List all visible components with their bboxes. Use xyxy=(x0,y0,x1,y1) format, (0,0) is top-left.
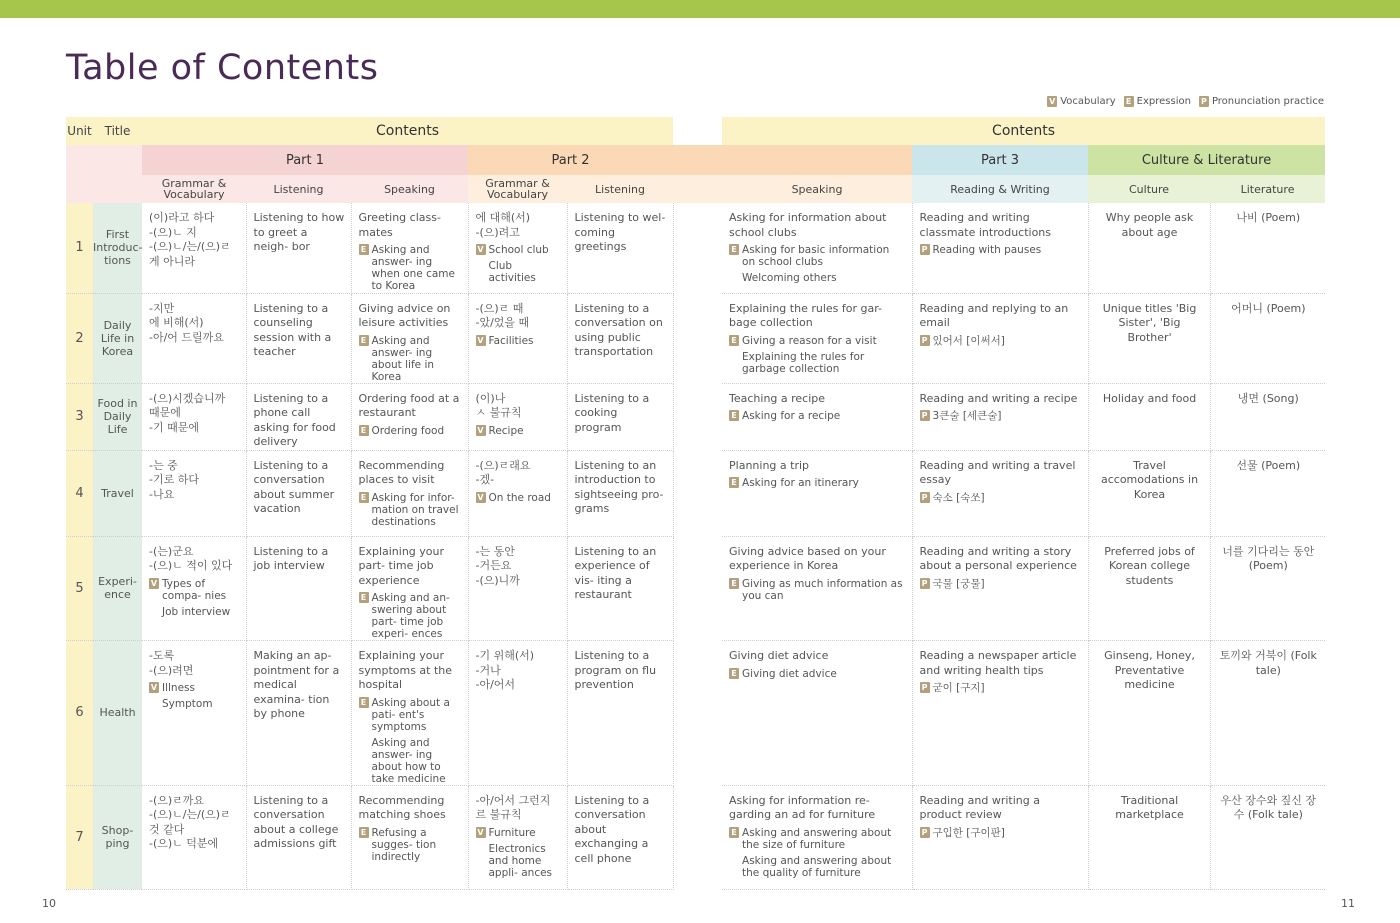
pronunciation-item: 굳이 [구지] xyxy=(932,682,985,694)
p2-grammar-cell xyxy=(468,536,567,641)
p2-listening-cell: Listening to an introduction to sightseeing pro- grams xyxy=(567,450,673,536)
p1-speaking-cell xyxy=(351,383,468,450)
grammar-item: -나요 xyxy=(149,487,175,501)
part2-header: Part 2 xyxy=(468,145,673,175)
p1-listening-cell: Listening to a counseling session with a teacher xyxy=(246,293,351,383)
vocabulary-badge-icon: V xyxy=(1049,97,1056,106)
expression-badge-icon: E xyxy=(729,335,739,346)
p2-grammar-cell xyxy=(468,293,567,383)
unit-title: Health xyxy=(93,641,142,786)
expression-badge-icon: E xyxy=(729,477,739,488)
page-gutter xyxy=(673,450,722,536)
expression-badge-icon: E xyxy=(359,592,369,603)
speaking-main: Explaining your part- time job experience xyxy=(358,544,445,587)
expression-badge-icon: E xyxy=(729,827,739,838)
unit-number: 4 xyxy=(66,450,93,536)
literature-cell: 우산 장수와 짚신 장수 (Folk tale) xyxy=(1210,785,1325,889)
page-number-left: 10 xyxy=(42,897,56,910)
grammar-item: -(으)려면 xyxy=(149,663,194,677)
p2-grammar-cell xyxy=(468,383,567,450)
legend-expression xyxy=(1124,96,1191,107)
expression-badge-icon: E xyxy=(729,410,739,421)
literature-cell: 너를 기다리는 동안 (Poem) xyxy=(1210,536,1325,641)
p1-speaking-cell xyxy=(351,641,468,786)
expression-item: Asking and answer- ing about how to take medicine xyxy=(371,736,446,785)
grammar-item: 에 대해(서) xyxy=(475,211,531,224)
reading-writing-main: Reading and writing classmate introductions xyxy=(919,211,1052,239)
vocabulary-item: Symptom xyxy=(162,698,213,710)
contents-table xyxy=(66,117,1325,890)
expression-item: Giving as much information as you can xyxy=(742,577,903,602)
legend-pronunciation xyxy=(1199,96,1324,107)
culture-header: Culture xyxy=(1088,175,1210,203)
p2-listening-cell: Listening to a cooking program xyxy=(567,383,673,450)
vocabulary-item: Recipe xyxy=(488,424,524,437)
vocabulary-item: Illness xyxy=(162,682,195,694)
page-gutter xyxy=(673,536,722,641)
expression-item: Asking for a recipe xyxy=(742,410,841,422)
p2-speaking-cell xyxy=(722,641,912,786)
literature-cell: 어머니 (Poem) xyxy=(1210,293,1325,383)
culture-cell: Preferred jobs of Korean college students xyxy=(1088,536,1210,641)
expression-badge-icon: E xyxy=(729,668,739,679)
unit-row-7 xyxy=(66,785,1325,889)
expression-item: Asking for basic information on school clubs xyxy=(742,244,890,268)
grammar-item: -도록 xyxy=(149,649,175,662)
expression-item: Ordering food xyxy=(371,424,445,437)
grammar-item: -아/어서 xyxy=(475,678,516,691)
unit-number: 6 xyxy=(66,641,93,786)
expression-badge-icon: E xyxy=(729,244,739,255)
part3-header: Part 3 xyxy=(912,145,1088,175)
unit-row-3 xyxy=(66,383,1325,450)
speaking-main: Recommending matching shoes xyxy=(358,793,446,821)
expression-item: Asking for an itinerary xyxy=(742,477,859,489)
unit-title: Travel xyxy=(93,450,142,536)
p2-listening-cell: Listening to a conversation about exchanging a cell phone xyxy=(567,785,673,889)
grammar-item: 에 비해(서) xyxy=(149,316,204,329)
grammar-item: -거든요 xyxy=(475,559,512,572)
p2-listening-cell: Listening to wel- coming greetings xyxy=(567,203,673,293)
literature-cell: 냉면 (Song) xyxy=(1210,383,1325,450)
p3-reading-writing-cell xyxy=(912,641,1088,786)
page-gutter xyxy=(673,383,722,450)
speaking-main: Giving diet advice xyxy=(729,649,829,662)
vocabulary-badge-icon: V xyxy=(477,245,484,254)
grammar-item: -아/어 드릴까요 xyxy=(149,330,224,344)
grammar-item: -(으)ㄴ 적이 있다 xyxy=(149,559,233,572)
grammar-item: -거나 xyxy=(475,663,501,677)
grammar-item: -(으)ㄴ/는/(으)ㄹ 게 아니라 xyxy=(149,240,231,268)
p1-grammar-cell xyxy=(142,536,246,641)
p1-listening-cell: Listening to a job interview xyxy=(246,536,351,641)
literature-cell: 토끼와 거북이 (Folk tale) xyxy=(1210,641,1325,786)
unit-title: Daily Life in Korea xyxy=(93,293,142,383)
speaking-main: Asking for information about school clubs xyxy=(729,211,887,239)
unit-row-1 xyxy=(66,203,1325,293)
vocabulary-item: Furniture xyxy=(488,826,536,839)
reading-writing-main: Reading and writing a recipe xyxy=(919,391,1078,405)
reading-writing-main: Reading a newspaper article and writing health tips xyxy=(919,649,1077,677)
unit-header: Unit xyxy=(66,117,93,145)
grammar-item: -기로 하다 xyxy=(149,473,199,486)
vocabulary-item: Electronics and home appli- ances xyxy=(488,842,553,879)
pronunciation-badge-icon: P xyxy=(920,244,930,255)
culture-literature-header: Culture & Literature xyxy=(1088,145,1325,175)
pronunciation-badge-icon: P xyxy=(920,335,930,346)
blank-cell xyxy=(66,175,93,203)
p2-speaking-cell xyxy=(722,785,912,889)
culture-cell: Why people ask about age xyxy=(1088,203,1210,293)
grammar-item: -(으)ㄹ까요 xyxy=(149,793,205,807)
speaking-main: Explaining your symptoms at the hospital xyxy=(358,649,453,691)
grammar-item: -(으)ㄴ 지 xyxy=(149,225,197,239)
p1-listening-cell: Listening to a conversation about a college admissions gift xyxy=(246,785,351,889)
expression-item: Welcoming others xyxy=(742,272,837,284)
unit-number: 7 xyxy=(66,785,93,889)
p3-reading-writing-cell xyxy=(912,293,1088,383)
vocabulary-badge-icon: V xyxy=(477,827,484,837)
unit-row-4 xyxy=(66,450,1325,536)
legend-label: Pronunciation practice xyxy=(1211,96,1324,107)
grammar-item: -(으)ㄹ래요 xyxy=(475,458,531,472)
unit-number: 2 xyxy=(66,293,93,383)
expression-item: Asking for infor- mation on travel destinations xyxy=(371,491,459,528)
grammar-item: (이)라고 하다 xyxy=(149,211,215,224)
title-header: Title xyxy=(93,117,142,145)
p1-grammar-cell xyxy=(142,641,246,786)
culture-cell: Unique titles 'Big Sister', 'Big Brother' xyxy=(1088,293,1210,383)
culture-cell: Travel accomodations in Korea xyxy=(1088,450,1210,536)
p3-reading-writing-cell xyxy=(912,450,1088,536)
expression-badge-icon: E xyxy=(729,578,739,589)
contents-header-left: Contents xyxy=(142,117,673,145)
part1-header: Part 1 xyxy=(142,145,468,175)
unit-title: First Introduc- tions xyxy=(93,203,142,293)
vocabulary-item: Types of compa- nies xyxy=(162,577,227,602)
grammar-item: -(으)려고 xyxy=(475,225,520,239)
grammar-item: -(으)니까 xyxy=(475,573,520,587)
p2-speaking-cell xyxy=(722,293,912,383)
expression-item: Asking and answer- ing when one came to Korea xyxy=(371,244,455,292)
grammar-item: -지만 xyxy=(149,301,175,315)
vocabulary-badge-icon: V xyxy=(477,425,484,435)
p1-grammar-cell xyxy=(142,293,246,383)
p1-grammar-header: Grammar & Vocabulary xyxy=(142,175,246,203)
p2-listening-cell: Listening to a conversation on using public transportation xyxy=(567,293,673,383)
page-gutter xyxy=(673,203,722,293)
grammar-item: 때문에 xyxy=(149,406,181,419)
speaking-main: Asking for information re- garding an ad for furniture xyxy=(729,793,876,821)
p2-speaking-cell xyxy=(722,450,912,536)
p2-speaking-cell xyxy=(722,383,912,450)
legend xyxy=(1047,96,1324,107)
vocabulary-badge-icon: V xyxy=(150,578,158,588)
blank-cell xyxy=(66,145,93,175)
pronunciation-badge-icon: P xyxy=(920,682,930,693)
speaking-main: Ordering food at a restaurant xyxy=(358,391,460,419)
grammar-item: -(으)ㄴ/는/(으)ㄹ 것 같다 xyxy=(149,808,231,836)
p1-speaking-header: Speaking xyxy=(351,175,468,203)
unit-title: Experi- ence xyxy=(93,536,142,641)
unit-number: 1 xyxy=(66,203,93,293)
expression-item: Asking and answer- ing about life in Korea xyxy=(371,334,435,383)
reading-writing-main: Reading and writing a story about a personal experience xyxy=(919,544,1077,572)
culture-cell: Holiday and food xyxy=(1088,383,1210,450)
literature-cell: 선물 (Poem) xyxy=(1210,450,1325,536)
part2-header-ext xyxy=(722,145,912,175)
p1-grammar-cell xyxy=(142,383,246,450)
pronunciation-item: 국물 [궁물] xyxy=(932,577,985,590)
pronunciation-badge-icon: P xyxy=(920,492,930,503)
p1-speaking-cell xyxy=(351,536,468,641)
expression-badge-icon: E xyxy=(359,335,369,346)
expression-item: Giving diet advice xyxy=(742,667,837,680)
expression-item: Asking and answering about the quality of furniture xyxy=(742,854,892,879)
p3-reading-writing-cell xyxy=(912,536,1088,641)
p2-speaking-cell xyxy=(722,203,912,293)
p1-speaking-cell xyxy=(351,450,468,536)
unit-title: Shop- ping xyxy=(93,785,142,889)
vocabulary-badge-icon: V xyxy=(477,492,484,502)
p1-listening-header: Listening xyxy=(246,175,351,203)
pronunciation-badge-icon: P xyxy=(920,578,930,589)
grammar-item: ㅅ 불규칙 xyxy=(475,406,522,419)
p3-reading-writing-cell xyxy=(912,203,1088,293)
literature-cell: 나비 (Poem) xyxy=(1210,203,1325,293)
grammar-item: -았/었을 때 xyxy=(475,316,530,329)
p1-listening-cell: Listening to a phone call asking for food delivery xyxy=(246,383,351,450)
speaking-main: Teaching a recipe xyxy=(729,391,826,405)
grammar-item: -아/어서 그런지 xyxy=(475,793,551,807)
legend-label: Expression xyxy=(1136,96,1191,107)
p2-grammar-cell xyxy=(468,203,567,293)
page-title: Table of Contents xyxy=(66,48,379,88)
unit-title: Food in Daily Life xyxy=(93,383,142,450)
pronunciation-item: 숙소 [숙쏘] xyxy=(932,491,985,504)
pronunciation-item: 있어서 [이써서] xyxy=(932,334,1005,347)
p2-grammar-cell xyxy=(468,785,567,889)
header-ext xyxy=(673,175,722,203)
unit-number: 3 xyxy=(66,383,93,450)
p2-listening-header: Listening xyxy=(567,175,673,203)
p2-speaking-header: Speaking xyxy=(722,175,912,203)
p1-listening-cell: Listening to a conversation about summer vacation xyxy=(246,450,351,536)
speaking-main: Giving advice based on your experience in Korea xyxy=(729,544,886,572)
pronunciation-badge-icon: P xyxy=(1199,96,1209,107)
expression-item: Refusing a sugges- tion indirectly xyxy=(371,826,437,863)
p2-listening-cell: Listening to a program on flu prevention xyxy=(567,641,673,786)
grammar-item: -겠- xyxy=(475,473,495,486)
expression-badge-icon: E xyxy=(1124,96,1134,107)
culture-cell: Traditional marketplace xyxy=(1088,785,1210,889)
speaking-main: Recommending places to visit xyxy=(358,458,445,486)
unit-row-5 xyxy=(66,536,1325,641)
expression-badge-icon: E xyxy=(359,827,369,838)
p3-reading-writing-cell xyxy=(912,785,1088,889)
grammar-item: -(으)ㄴ 덕분에 xyxy=(149,837,219,850)
grammar-item: -는 중 xyxy=(149,458,178,472)
p2-grammar-cell xyxy=(468,641,567,786)
p1-listening-cell: Listening to how to greet a neigh- bor xyxy=(246,203,351,293)
pronunciation-item: Reading with pauses xyxy=(932,244,1042,256)
blank-cell xyxy=(93,175,142,203)
pronunciation-badge-icon: P xyxy=(920,827,930,838)
speaking-main: Planning a trip xyxy=(729,458,810,472)
blank-cell xyxy=(93,145,142,175)
unit-row-2 xyxy=(66,293,1325,383)
p1-grammar-cell xyxy=(142,785,246,889)
page-gutter xyxy=(673,785,722,889)
pronunciation-badge-icon: P xyxy=(920,410,930,421)
p2-grammar-header: Grammar & Vocabulary xyxy=(468,175,567,203)
expression-item: Giving a reason for a visit xyxy=(742,334,877,347)
p2-listening-cell: Listening to an experience of vis- iting a restaurant xyxy=(567,536,673,641)
legend-vocabulary xyxy=(1047,96,1115,107)
grammar-item: (이)나 xyxy=(475,391,506,405)
page-gutter xyxy=(673,641,722,786)
top-accent-bar xyxy=(0,0,1400,18)
vocabulary-item: School club xyxy=(488,244,549,256)
unit-number: 5 xyxy=(66,536,93,641)
reading-writing-main: Reading and writing a product review xyxy=(919,793,1040,821)
p2-speaking-cell xyxy=(722,536,912,641)
reading-writing-main: Reading and writing a travel essay xyxy=(919,458,1076,486)
vocabulary-item: Club activities xyxy=(488,260,536,284)
expression-item: Explaining the rules for garbage collection xyxy=(742,350,865,375)
part2-header-ext xyxy=(673,145,722,175)
p2-grammar-cell xyxy=(468,450,567,536)
p3-reading-writing-header: Reading & Writing xyxy=(912,175,1088,203)
vocabulary-item: Facilities xyxy=(488,334,534,347)
p1-speaking-cell xyxy=(351,203,468,293)
pronunciation-item: 구입한 [구이판] xyxy=(932,826,1005,839)
reading-writing-main: Reading and replying to an email xyxy=(919,301,1069,329)
grammar-item: -(는)군요 xyxy=(149,544,194,558)
grammar-item: -기 때문에 xyxy=(149,420,199,434)
p1-speaking-cell xyxy=(351,293,468,383)
p1-listening-cell: Making an ap- pointment for a medical examina- tion by phone xyxy=(246,641,351,786)
p1-grammar-cell xyxy=(142,450,246,536)
grammar-item: -는 동안 xyxy=(475,544,515,558)
expression-badge-icon: E xyxy=(359,244,369,255)
expression-badge-icon: E xyxy=(359,425,369,436)
vocabulary-item: Job interview xyxy=(162,605,231,618)
expression-item: Asking and answering about the size of furniture xyxy=(742,826,892,851)
speaking-main: Giving advice on leisure activities xyxy=(358,301,451,329)
speaking-main: Greeting class- mates xyxy=(358,211,441,239)
p1-speaking-cell xyxy=(351,785,468,889)
vocabulary-badge-icon: V xyxy=(150,683,158,692)
expression-badge-icon: E xyxy=(359,492,369,503)
page-gutter xyxy=(673,117,722,145)
pronunciation-item: 3큰술 [세큰술] xyxy=(932,410,1002,422)
grammar-item: -(으)시겠습니까 xyxy=(149,391,226,405)
literature-header: Literature xyxy=(1210,175,1325,203)
vocabulary-badge-icon: V xyxy=(477,335,484,345)
p3-reading-writing-cell xyxy=(912,383,1088,450)
contents-header-right: Contents xyxy=(722,117,1325,145)
vocabulary-item: On the road xyxy=(488,491,551,504)
page-number-right: 11 xyxy=(1341,897,1355,910)
grammar-item: 르 불규칙 xyxy=(475,808,522,821)
unit-row-6 xyxy=(66,641,1325,786)
legend-label: Vocabulary xyxy=(1060,96,1116,107)
grammar-item: -기 위해(서) xyxy=(475,649,535,662)
grammar-item: -(으)ㄹ 때 xyxy=(475,301,524,315)
culture-cell: Ginseng, Honey, Preventative medicine xyxy=(1088,641,1210,786)
expression-badge-icon: E xyxy=(359,697,369,708)
speaking-main: Explaining the rules for gar- bage collection xyxy=(729,301,883,329)
page-gutter xyxy=(673,293,722,383)
expression-item: Asking and an- swering about part- time job experi- ences xyxy=(371,592,450,640)
expression-item: Asking about a pati- ent's symptoms xyxy=(371,696,450,733)
p1-grammar-cell xyxy=(142,203,246,293)
